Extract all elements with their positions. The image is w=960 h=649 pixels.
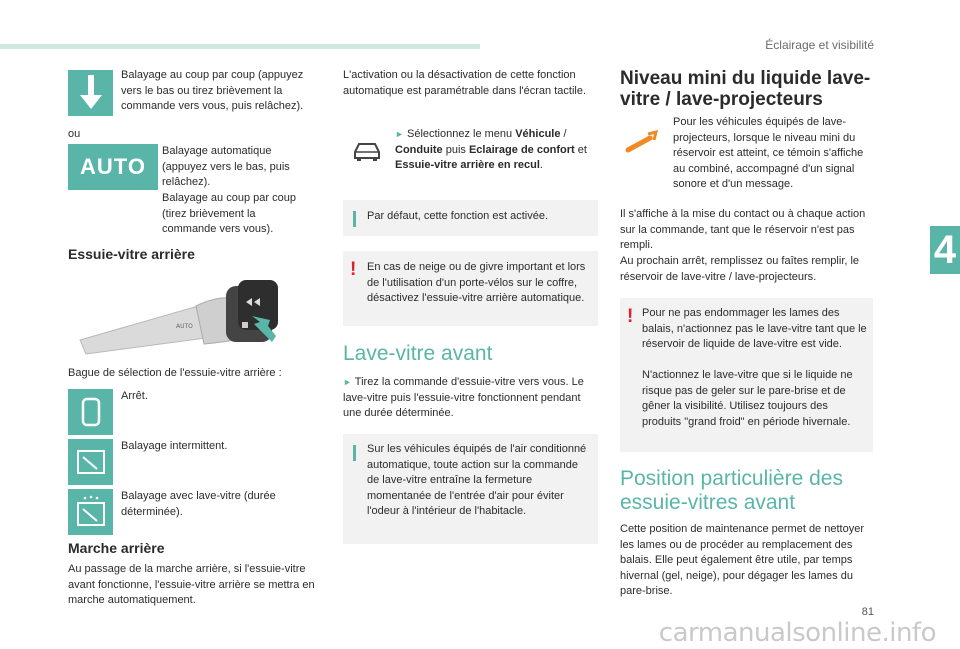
auto-icon: AUTO <box>68 144 158 190</box>
snow-note: En cas de neige ou de givre important et lors de l'utilisation d'un porte-vélos sur le coffre, désactivez l'essuie-vitre arrière automatique. <box>367 261 586 304</box>
menu-end: . <box>539 159 543 171</box>
front-washer-body: Tirez la commande d'essuie-vitre vers vous. Le lave-vitre puis l'essuie-vitre fonctionnent pendant une durée déterminée. <box>343 376 584 419</box>
air-note-box <box>343 434 598 544</box>
fluid-level-text2: Il s'affiche à la mise du contact ou à chaque action sur la commande, tant que le réservoir n'est pas rempli. <box>620 208 866 251</box>
arrow-down-icon <box>68 70 113 116</box>
intermittent-wipe-icon <box>68 439 113 485</box>
washer-fluid-warning-icon <box>624 128 660 158</box>
or-text: ou <box>68 128 81 140</box>
menu-rear: Essuie-vitre arrière en recul <box>395 159 540 171</box>
watermark: carmanualsonline.info <box>658 618 936 648</box>
car-icon <box>351 138 383 162</box>
rear-wiper-heading: Essuie-vitre arrière <box>68 246 195 262</box>
wiper-position-heading-2: essuie-vitres avant <box>620 491 796 514</box>
svg-text:AUTO: AUTO <box>176 323 193 330</box>
auto-wipe-text: Balayage automatique (appuyez vers le bas, puis relâchez). <box>162 145 290 188</box>
front-washer-text <box>343 375 601 422</box>
fluid-level-heading-1: Niveau mini du liquide lave- <box>620 68 871 89</box>
fluid-level-heading-2: vitre / lave-projecteurs <box>620 89 823 110</box>
menu-sep: / <box>560 128 567 140</box>
auto-single-text: Balayage au coup par coup (tirez brièvement la commande vers vous). <box>162 192 296 235</box>
menu-instruction <box>395 127 600 174</box>
section-title: Éclairage et visibilité <box>765 38 874 52</box>
wiper-position-heading <box>620 467 900 515</box>
stop-icon <box>68 389 113 435</box>
wiper-stalk-illustration <box>76 276 308 358</box>
arrow-icon: ► <box>395 129 404 139</box>
ring-caption: Bague de sélection de l'essuie-vitre arrière : <box>68 367 282 379</box>
fluid-level-text: Pour les véhicules équipés de lave-projecteurs, lorsque le niveau mini du réservoir est atteint, ce témoin s'affiche au combiné, accompagné d'un signal sonore et d'un message. <box>673 116 864 190</box>
intermittent-text: Balayage intermittent. <box>121 440 228 452</box>
menu-driving: Conduite <box>395 143 443 156</box>
washer-wipe-text: Balayage avec lave-vitre (durée déterminée). <box>121 490 276 518</box>
single-wipe-text: Balayage au coup par coup (appuyez vers le bas ou tirez brièvement la commande vers vous, puis relâchez). <box>121 69 304 112</box>
wiper-position-heading-1: Position particulière des <box>620 467 843 490</box>
arrow-icon: ► <box>343 377 352 387</box>
menu-then: puis <box>442 143 469 156</box>
reverse-heading: Marche arrière <box>68 540 165 556</box>
washer-wipe-icon <box>68 489 113 535</box>
warning-icon: ! <box>350 259 357 280</box>
stop-text: Arrêt. <box>121 390 148 402</box>
fluid-warning-2: N'actionnez le lave-vitre que si le liquide ne risque pas de geler sur le pare-brise et de gêner la visibilité. Utilisez toujours des produits "grand froid" en période hivernale. <box>642 369 853 428</box>
default-note-box <box>343 200 598 236</box>
front-washer-heading: Lave-vitre avant <box>343 342 493 365</box>
fluid-warning-box <box>620 298 873 452</box>
info-icon <box>353 211 356 227</box>
header-bar <box>0 44 480 49</box>
wiper-position-text: Cette position de maintenance permet de nettoyer les lames ou de procéder au remplacement des balais. Elle peut également être utile, par temps hivernal (gel, neige), pour dégager les lames du pare-brise. <box>620 523 864 597</box>
fluid-level-text3: Au prochain arrêt, remplissez ou faîtes remplir, le réservoir de lave-vitre / lave-projecteurs. <box>620 255 860 283</box>
fluid-warning-1: Pour ne pas endommager les lames des balais, n'actionnez pas le lave-vitre tant que le réservoir de liquide de lave-vitre est vide. <box>642 307 867 350</box>
snow-note-box <box>343 251 598 326</box>
info-icon <box>353 445 356 461</box>
warning-icon: ! <box>627 306 634 327</box>
menu-vehicle: Véhicule <box>515 128 561 140</box>
fluid-level-heading <box>620 68 890 110</box>
page-number: 81 <box>861 606 874 618</box>
reverse-text: Au passage de la marche arrière, si l'essuie-vitre avant fonctionne, l'essuie-vitre arrière se mettra en marche automatiquement. <box>68 563 315 606</box>
menu-pre: Sélectionnez le menu <box>406 128 516 140</box>
activation-text: L'activation ou la désactivation de cette fonction automatique est paramétrable dans l'écran tactile. <box>343 69 587 97</box>
chapter-tab: 4 <box>930 226 960 274</box>
menu-and: et <box>574 143 587 156</box>
air-note: Sur les véhicules équipés de l'air conditionné automatique, toute action sur la commande de lave-vitre entraîne la fermeture momentanée de l'entrée d'air pour éviter l'odeur à l'intérieur de l'habitacle. <box>367 443 587 517</box>
default-note: Par défaut, cette fonction est activée. <box>367 210 548 222</box>
menu-lighting: Eclairage de confort <box>468 143 575 156</box>
